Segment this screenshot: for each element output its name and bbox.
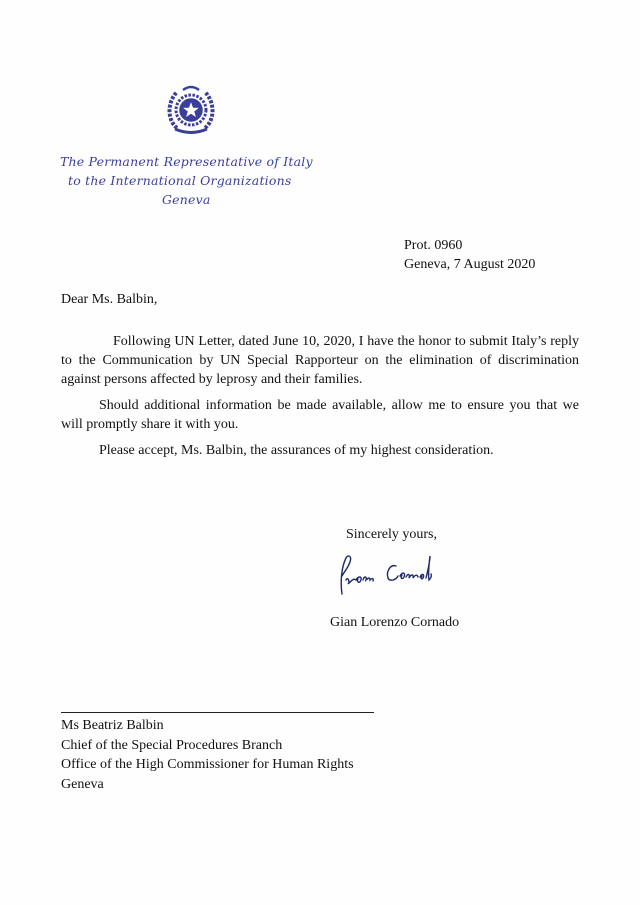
addressee-office: Office of the High Commissioner for Human Rights: [61, 757, 354, 772]
addressee-block: [61, 716, 354, 794]
letterhead-line: Geneva: [162, 192, 211, 207]
letterhead: [60, 152, 330, 209]
body-paragraph: Please accept, Ms. Balbin, the assurances of my highest consideration.: [99, 443, 494, 458]
salutation: Dear Ms. Balbin,: [61, 292, 158, 307]
divider-line: [61, 712, 374, 713]
letterhead-line: to the International Organizations: [68, 173, 292, 188]
letterhead-line: The Permanent Representative of Italy: [60, 154, 313, 169]
body-paragraph: Should additional information be made available, allow me to ensure you that we will promptly share it with you.: [61, 398, 579, 432]
addressee-title: Chief of the Special Procedures Branch: [61, 737, 283, 753]
addressee-name: Ms Beatriz Balbin: [61, 718, 164, 733]
addressee-city: Geneva: [61, 776, 104, 792]
reference-block: [404, 236, 535, 274]
body-paragraph: Following UN Letter, dated June 10, 2020, I have the honor to submit Italy’s reply to the Communication by UN Special Rapporteur on the elimination of discrimination against persons affected by leprosy and their families.: [61, 334, 579, 387]
place-date: Geneva, 7 August 2020: [404, 257, 536, 272]
closing: Sincerely yours,: [346, 527, 437, 542]
italian-republic-emblem-icon: [163, 82, 219, 138]
signer-name: Gian Lorenzo Cornado: [330, 615, 460, 630]
handwritten-signature-icon: [334, 550, 444, 602]
protocol-number: Prot. 0960: [404, 238, 463, 253]
